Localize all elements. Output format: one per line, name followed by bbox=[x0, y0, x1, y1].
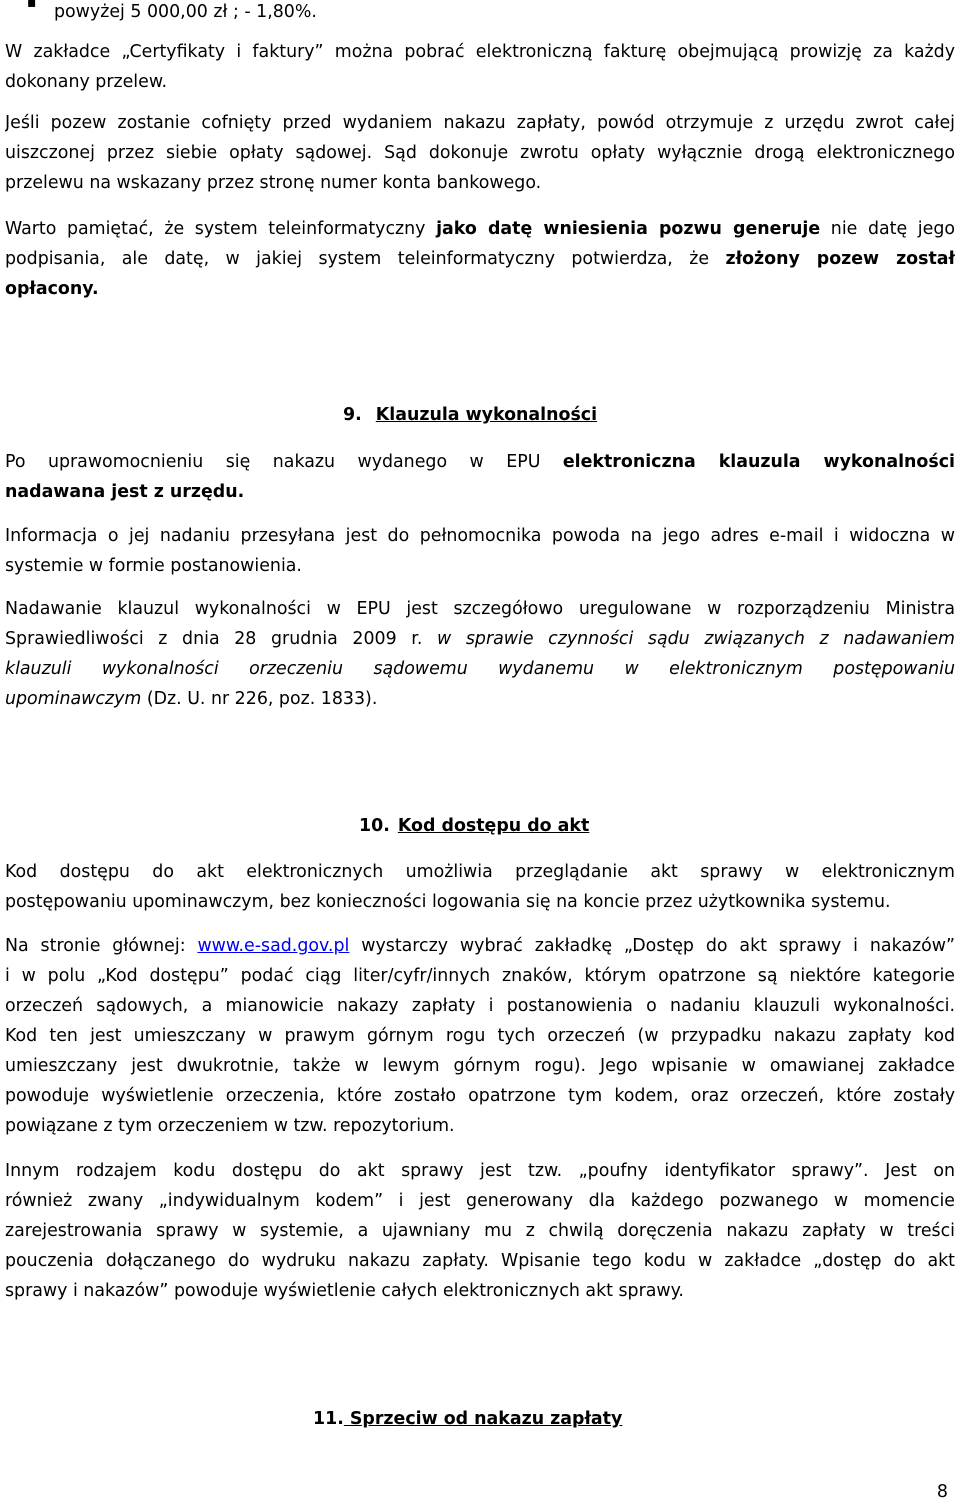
heading-number: 11. bbox=[313, 1409, 344, 1429]
text-line: zarejestrowania sprawy w systemie, a ujawniany mu z chwilą doręczenia nakazu zapłaty w treści bbox=[5, 1221, 955, 1241]
text-line: przelewu na wskazany przez stronę numer konta bankowego. bbox=[5, 173, 542, 193]
text-segment: Sąd dokonuje zwrotu opłaty wyłącznie drogą elektronicznego bbox=[372, 143, 955, 163]
bold-text: opłacony. bbox=[5, 279, 99, 299]
italic-text: upominawczym bbox=[5, 689, 142, 709]
text-line: Kod ten jest umieszczany w prawym górnym rogu tych orzeczeń (w przypadku nakazu zapłaty kod bbox=[5, 1026, 955, 1046]
text-line: upominawczym (Dz. U. nr 226, poz. 1833). bbox=[5, 689, 378, 709]
heading-title: Sprzeciw od nakazu zapłaty bbox=[343, 1409, 623, 1429]
text-line: Jeśli pozew zostanie cofnięty przed wydaniem nakazu zapłaty, powód otrzymuje z urzędu zwrot całej bbox=[5, 113, 955, 133]
text-line bbox=[5, 274, 955, 304]
text-line: Nadawanie klauzul wykonalności w EPU jest szczegółowo uregulowane w rozporządzeniu Ministra bbox=[5, 599, 955, 619]
paragraph-invoice bbox=[5, 37, 955, 97]
section-heading-9 bbox=[343, 405, 597, 425]
bullet-item bbox=[5, 0, 955, 27]
bullet-square-icon: ▪ bbox=[27, 0, 37, 11]
italic-text: klauzuli wykonalności orzeczeniu sądowemu wydanemu w elektronicznym postępowaniu bbox=[5, 659, 955, 679]
esad-link[interactable]: www.e-sad.gov.pl bbox=[197, 936, 350, 956]
text-line: Sprawiedliwości z dnia 28 grudnia 2009 r. w sprawie czynności sądu związanych z nadawaniem bbox=[5, 629, 955, 649]
paragraph-homepage bbox=[5, 931, 955, 1141]
bullet-text: powyżej 5 000,00 zł ; - 1,80%. bbox=[54, 2, 317, 22]
bold-text: nadawana jest z urzędu. bbox=[5, 482, 245, 502]
text-line: umieszczany jest dwukrotnie, także w lewym górnym rogu). Jego wpisanie w omawianej zakładce bbox=[5, 1056, 955, 1076]
text-line: postępowaniu upominawczym, bez konieczności logowania się na koncie przez użytkownika systemu. bbox=[5, 892, 891, 912]
section-heading-11 bbox=[313, 1409, 622, 1429]
section-heading-10 bbox=[359, 816, 589, 836]
text-line bbox=[5, 654, 955, 684]
paragraph-regulation bbox=[5, 594, 955, 714]
text-line: orzeczeń sądowych, a mianowicie nakazy zapłaty i postanowienia o nadaniu klauzuli wykonalności. bbox=[5, 996, 955, 1016]
text-line: powiązane z tym orzeczeniem w tzw. repozytorium. bbox=[5, 1116, 455, 1136]
paragraph-notification bbox=[5, 521, 955, 581]
bold-text: złożony pozew został bbox=[725, 249, 955, 269]
italic-text: w sprawie czynności sądu związanych z nadawaniem bbox=[437, 629, 955, 649]
text-line: pouczenia dołączanego do wydruku nakazu zapłaty. Wpisanie tego kodu w zakładce „dostęp do akt bbox=[5, 1251, 955, 1271]
text-line: Po uprawomocnieniu się nakazu wydanego w EPU elektroniczna klauzula wykonalności bbox=[5, 452, 955, 472]
text-line: sprawy i nakazów” powoduje wyświetlenie całych elektronicznych akt sprawy. bbox=[5, 1281, 684, 1301]
paragraph-access-code bbox=[5, 857, 955, 917]
text-line: Na stronie głównej: www.e-sad.gov.pl wystarczy wybrać zakładkę „Dostęp do akt sprawy i nakazów” bbox=[5, 936, 955, 956]
heading-title: Kod dostępu do akt bbox=[397, 816, 590, 836]
text-line: Innym rodzajem kodu dostępu do akt sprawy jest tzw. „poufny identyfikator sprawy”. Jest on bbox=[5, 1161, 955, 1181]
page-number: 8 bbox=[936, 1482, 948, 1502]
text-line: systemie w formie postanowienia. bbox=[5, 556, 302, 576]
paragraph-enforcement-clause bbox=[5, 447, 955, 507]
paragraph-refund bbox=[5, 108, 955, 198]
text-line: dokonany przelew. bbox=[5, 72, 167, 92]
paragraph-confidential-id bbox=[5, 1156, 955, 1306]
heading-number: 10. bbox=[359, 816, 390, 836]
text-line: W zakładce „Certyfikaty i faktury” można pobrać elektroniczną fakturę obejmującą prowizję za każdy bbox=[5, 42, 955, 62]
text-line: Informacja o jej nadaniu przesyłana jest do pełnomocnika powoda na jego adres e-mail i widoczna w bbox=[5, 526, 955, 546]
heading-title: Klauzula wykonalności bbox=[375, 405, 598, 425]
paragraph-filing-date bbox=[5, 214, 955, 304]
text-line: Kod dostępu do akt elektronicznych umożliwia przeglądanie akt sprawy w elektronicznym bbox=[5, 862, 955, 882]
heading-number: 9. bbox=[343, 405, 362, 425]
bold-text: jako datę wniesienia pozwu generuje bbox=[436, 219, 821, 239]
text-line: podpisania, ale datę, w jakiej system teleinformatyczny potwierdza, że złożony pozew został bbox=[5, 249, 955, 269]
text-line bbox=[5, 477, 955, 507]
text-line: powoduje wyświetlenie orzeczenia, które zostało opatrzone tym kodem, oraz orzeczeń, które zostały bbox=[5, 1086, 955, 1106]
text-line: Warto pamiętać, że system teleinformatyczny jako datę wniesienia pozwu generuje nie datę jego bbox=[5, 219, 955, 239]
text-line: uiszczonej przez siebie opłaty sądowej. Sąd dokonuje zwrotu opłaty wyłącznie drogą elektronicznego bbox=[5, 143, 955, 163]
text-line: również zwany „indywidualnym kodem” i jest generowany dla każdego pozwanego w momencie bbox=[5, 1191, 955, 1211]
bold-text: elektroniczna klauzula wykonalności bbox=[562, 452, 955, 472]
text-line: i w polu „Kod dostępu” podać ciąg liter/cyfr/innych znaków, którym opatrzone są niektóre kategorie bbox=[5, 966, 955, 986]
